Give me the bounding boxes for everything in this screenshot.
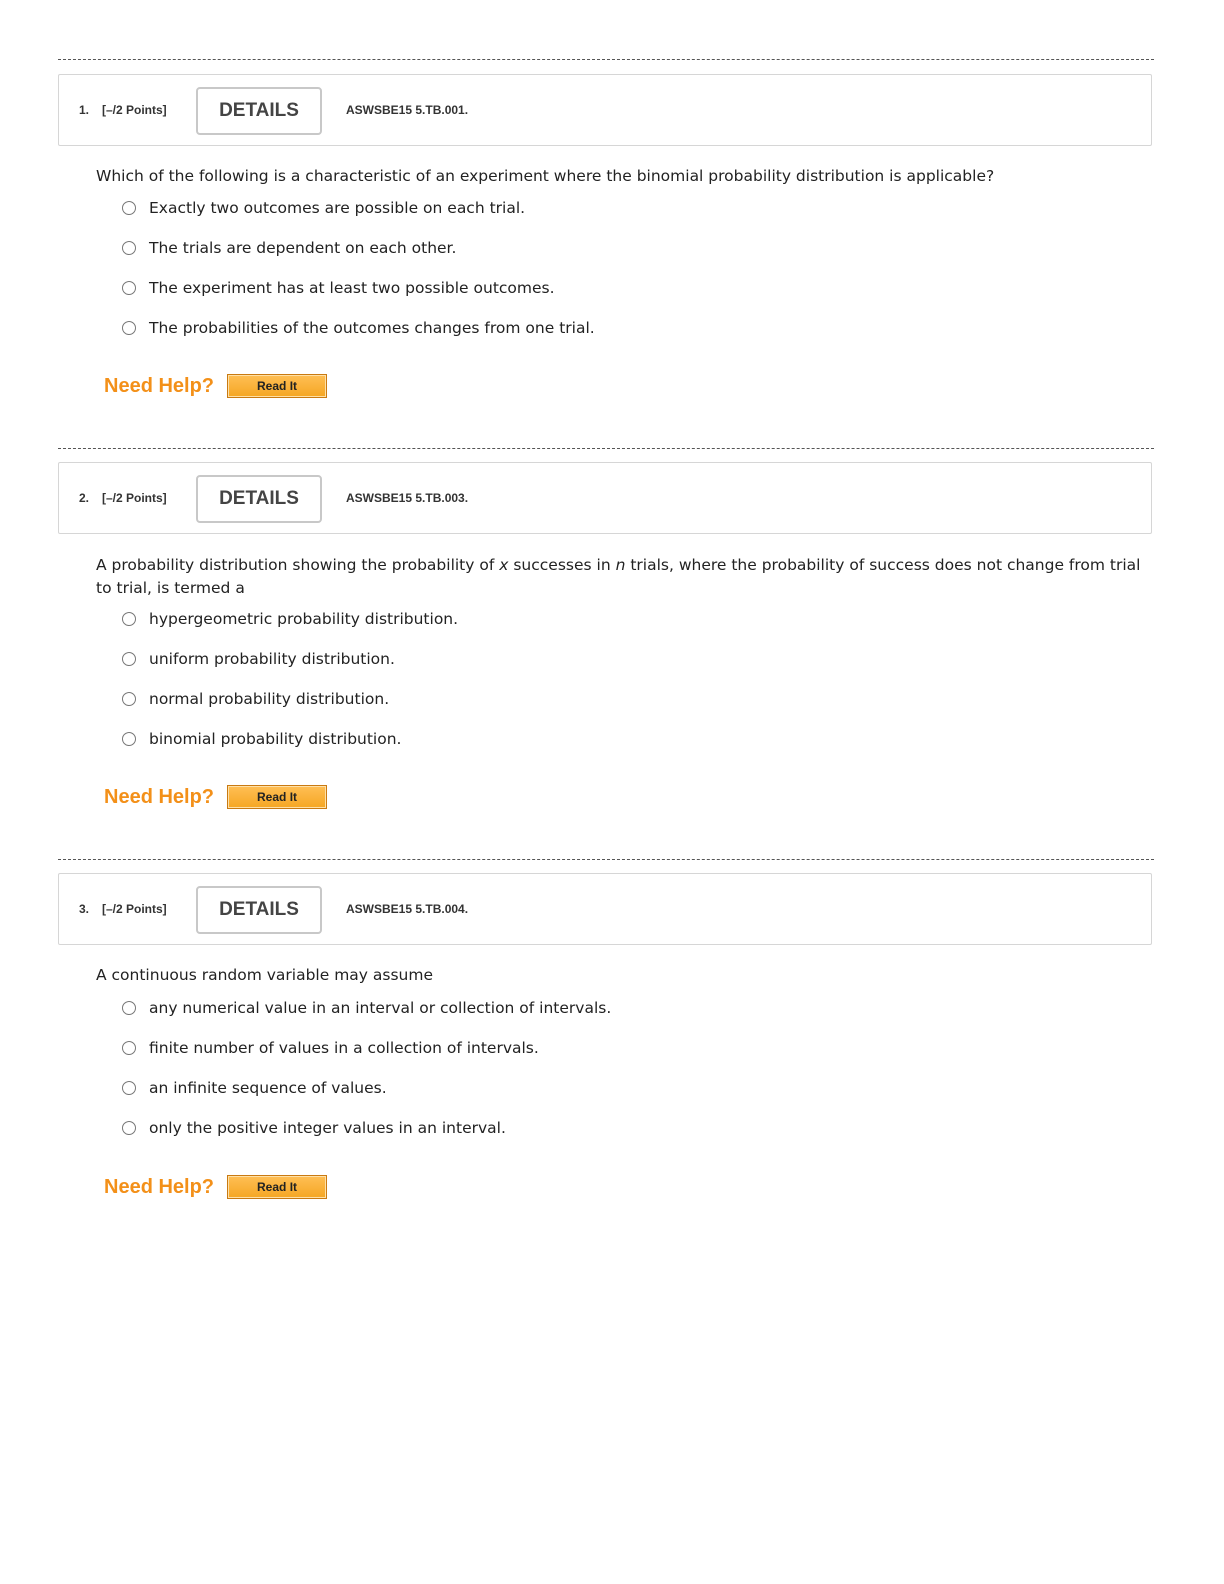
question-code: ASWSBE15 5.TB.003. xyxy=(346,491,469,505)
answer-option[interactable] xyxy=(122,648,395,670)
option-label: finite number of values in a collection of intervals. xyxy=(149,1039,539,1057)
details-button[interactable]: DETAILS xyxy=(196,87,322,135)
help-row xyxy=(104,1172,327,1202)
option-label: The experiment has at least two possible outcomes. xyxy=(149,279,555,297)
question-header xyxy=(58,873,1152,945)
read-it-button[interactable]: Read It xyxy=(227,374,327,398)
question-points: [–/2 Points] xyxy=(102,902,167,916)
answer-option[interactable] xyxy=(122,997,611,1019)
prompt-variable-n: n xyxy=(615,556,626,574)
radio-button[interactable] xyxy=(122,692,136,706)
option-label: normal probability distribution. xyxy=(149,690,390,708)
answer-option[interactable] xyxy=(122,197,525,219)
option-label: binomial probability distribution. xyxy=(149,730,402,748)
question-code: ASWSBE15 5.TB.004. xyxy=(346,902,469,916)
radio-button[interactable] xyxy=(122,1121,136,1135)
need-help-label: Need Help? xyxy=(104,374,215,397)
question-points: [–/2 Points] xyxy=(102,103,167,117)
answer-option[interactable] xyxy=(122,728,401,750)
answer-option[interactable] xyxy=(122,1117,506,1139)
radio-button[interactable] xyxy=(122,612,136,626)
option-label: The trials are dependent on each other. xyxy=(149,239,457,257)
answer-option[interactable] xyxy=(122,237,456,259)
question-number: 1. xyxy=(79,103,90,117)
help-row xyxy=(104,782,327,812)
question-prompt: A continuous random variable may assume xyxy=(96,966,434,984)
question-prompt xyxy=(96,554,1146,600)
radio-button[interactable] xyxy=(122,1041,136,1055)
radio-button[interactable] xyxy=(122,241,136,255)
question-divider xyxy=(58,448,1154,449)
answer-option[interactable] xyxy=(122,317,595,339)
prompt-text: successes in xyxy=(508,556,616,574)
question-number: 3. xyxy=(79,902,90,916)
prompt-variable-x: x xyxy=(499,556,509,574)
radio-button[interactable] xyxy=(122,1081,136,1095)
radio-button[interactable] xyxy=(122,321,136,335)
details-button[interactable]: DETAILS xyxy=(196,886,322,934)
option-label: Exactly two outcomes are possible on each trial. xyxy=(149,199,526,217)
prompt-text: A probability distribution showing the probability of xyxy=(96,556,500,574)
option-label: hypergeometric probability distribution. xyxy=(149,610,459,628)
answer-option[interactable] xyxy=(122,608,458,630)
radio-button[interactable] xyxy=(122,281,136,295)
answer-option[interactable] xyxy=(122,1037,539,1059)
read-it-button[interactable]: Read It xyxy=(227,785,327,809)
question-number: 2. xyxy=(79,491,90,505)
option-label: only the positive integer values in an interval. xyxy=(149,1119,506,1137)
question-code: ASWSBE15 5.TB.001. xyxy=(346,103,469,117)
answer-option[interactable] xyxy=(122,688,389,710)
details-button[interactable]: DETAILS xyxy=(196,475,322,523)
option-label: uniform probability distribution. xyxy=(149,650,395,668)
radio-button[interactable] xyxy=(122,652,136,666)
question-header xyxy=(58,462,1152,534)
read-it-button[interactable]: Read It xyxy=(227,1175,327,1199)
question-divider xyxy=(58,859,1154,860)
radio-button[interactable] xyxy=(122,201,136,215)
radio-button[interactable] xyxy=(122,732,136,746)
question-points: [–/2 Points] xyxy=(102,491,167,505)
answer-option[interactable] xyxy=(122,277,555,299)
option-label: any numerical value in an interval or collection of intervals. xyxy=(149,999,612,1017)
radio-button[interactable] xyxy=(122,1001,136,1015)
help-row xyxy=(104,371,327,401)
option-label: an infinite sequence of values. xyxy=(149,1079,387,1097)
prompt-text: trials, where the probability of success does not change from trial to trial, is termed a xyxy=(96,556,1141,597)
question-prompt: Which of the following is a characteristic of an experiment where the binomial probability distribution is applicable? xyxy=(96,167,995,185)
question-header xyxy=(58,74,1152,146)
need-help-label: Need Help? xyxy=(104,785,215,808)
answer-option[interactable] xyxy=(122,1077,387,1099)
need-help-label: Need Help? xyxy=(104,1175,215,1198)
option-label: The probabilities of the outcomes changes from one trial. xyxy=(149,319,595,337)
question-divider xyxy=(58,59,1154,60)
